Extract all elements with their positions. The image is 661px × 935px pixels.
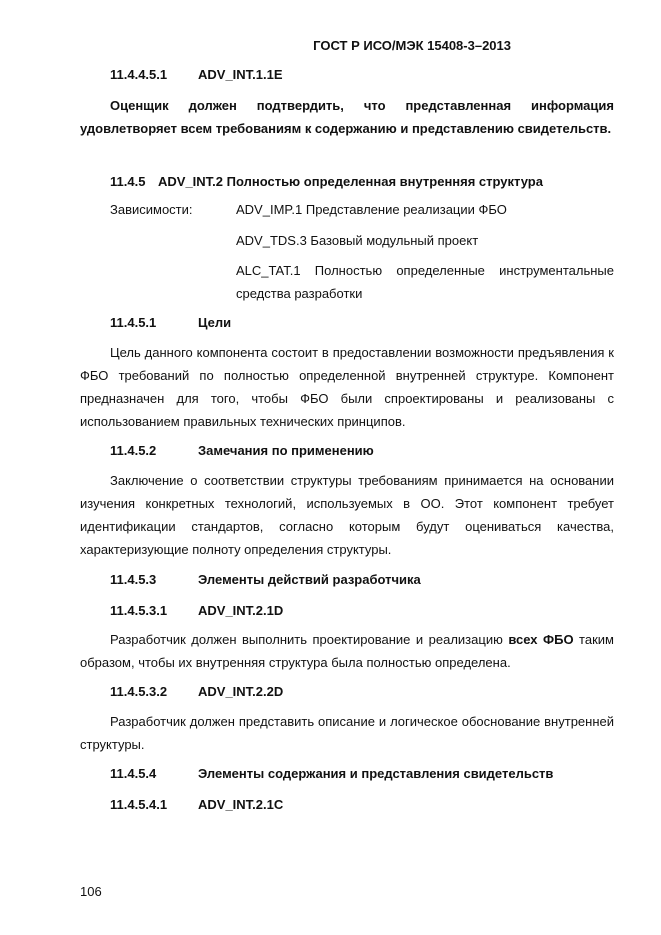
section-title: ADV_INT.1.1E bbox=[198, 67, 283, 82]
paragraph-evaluator: Оценщик должен подтвердить, что представленная информация удовлетворяет всем требованиям к содержанию и представлению свидетельств. bbox=[80, 98, 614, 136]
section-number: 11.4.5.3 bbox=[110, 572, 157, 587]
dependency-item: ADV_TDS.3 Базовый модульный проект bbox=[236, 233, 479, 248]
section-heading-11-4-5-3-2 bbox=[110, 684, 284, 699]
section-heading-11-4-4-5-1 bbox=[110, 67, 283, 82]
section-number: 11.4.5.2 bbox=[110, 443, 157, 458]
section-title: ADV_INT.2.1C bbox=[198, 797, 284, 812]
section-heading-11-4-5-4 bbox=[110, 766, 554, 781]
section-heading-11-4-5-4-1 bbox=[110, 797, 284, 812]
section-title: Цели bbox=[198, 315, 232, 330]
section-heading-11-4-5 bbox=[110, 174, 543, 189]
section-number: 11.4.4.5.1 bbox=[110, 67, 168, 82]
section-heading-11-4-5-3 bbox=[110, 572, 421, 587]
paragraph-developer-implementation: Разработчик должен выполнить проектирование и реализацию всех ФБО таким образом, чтобы их внутренняя структура была полностью определена. bbox=[80, 632, 614, 670]
section-title: ADV_INT.2 Полностью определенная внутренняя структура bbox=[158, 174, 543, 189]
paragraph-application-notes: Заключение о соответствии структуры требованиям принимается на основании изучения конкретных технологий, используемых в ОО. Этот компонент требует идентификации стандартов, согласно которым будут оцениваться качества, характеризующие полноту определения структуры. bbox=[80, 473, 614, 557]
document-header: ГОСТ Р ИСО/МЭК 15408-3–2013 bbox=[313, 38, 511, 53]
dependency-item: ALC_TAT.1 Полностью определенные инструментальные средства разработки bbox=[236, 263, 614, 301]
section-number: 11.4.5.1 bbox=[110, 315, 157, 330]
section-number: 11.4.5.3.2 bbox=[110, 684, 168, 699]
dependencies-label: Зависимости: bbox=[110, 202, 193, 217]
section-number: 11.4.5.4.1 bbox=[110, 797, 168, 812]
paragraph-developer-description: Разработчик должен представить описание и логическое обоснование внутренней структуры. bbox=[80, 714, 614, 752]
paragraph-objectives: Цель данного компонента состоит в предоставлении возможности предъявления к ФБО требований по полностью определенной внутренней структуре. Компонент предназначен для того, чтобы ФБО были спроектированы и реализованы с использованием правильных технических принципов. bbox=[80, 345, 614, 429]
section-title: Элементы содержания и представления свидетельств bbox=[198, 766, 554, 781]
section-title: ADV_INT.2.1D bbox=[198, 603, 284, 618]
section-heading-11-4-5-3-1 bbox=[110, 603, 284, 618]
section-number: 11.4.5.4 bbox=[110, 766, 157, 781]
section-title: Элементы действий разработчика bbox=[198, 572, 421, 587]
section-heading-11-4-5-2 bbox=[110, 443, 374, 458]
section-number: 11.4.5 bbox=[110, 174, 146, 189]
section-heading-11-4-5-1 bbox=[110, 315, 232, 330]
section-title: ADV_INT.2.2D bbox=[198, 684, 284, 699]
page-number: 106 bbox=[80, 884, 102, 899]
dependency-item: ADV_IMP.1 Представление реализации ФБО bbox=[236, 202, 507, 217]
section-number: 11.4.5.3.1 bbox=[110, 603, 168, 618]
section-title: Замечания по применению bbox=[198, 443, 374, 458]
